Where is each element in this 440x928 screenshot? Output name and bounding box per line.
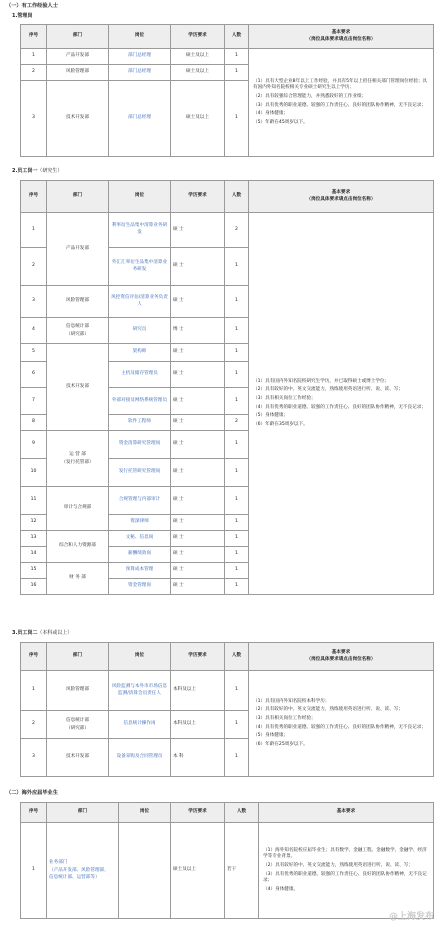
row-dept: 风险管理部 bbox=[47, 65, 109, 81]
row-edu: 硕 士 bbox=[171, 459, 225, 487]
requirements-cell bbox=[259, 823, 434, 919]
post-link[interactable]: 主机及储存管理员 bbox=[109, 362, 171, 388]
row-edu: 博 士 bbox=[171, 318, 225, 344]
row-count: 2 bbox=[225, 415, 249, 431]
row-count: 1 bbox=[225, 547, 249, 563]
row-no: 15 bbox=[21, 563, 47, 579]
req-line: （4）身体健康。 bbox=[263, 886, 299, 892]
row-edu: 硕 士 bbox=[171, 579, 225, 595]
req-line: （2）具有较好的中、英文交流能力，熟练使用英语进行听、说、读、写； bbox=[263, 862, 413, 868]
table-header bbox=[21, 25, 434, 49]
row-no: 10 bbox=[21, 459, 47, 487]
row-count: 1 bbox=[225, 431, 249, 459]
row-dept bbox=[47, 431, 109, 487]
col-header-edu: 学历要求 bbox=[171, 181, 225, 213]
row-no: 4 bbox=[21, 318, 47, 344]
table-row bbox=[21, 213, 434, 248]
row-edu: 硕士及以上 bbox=[171, 823, 225, 919]
req-line: （1）海外知名院校应届毕业生；具有数学、金融工程、金融数学、金融学、经济学等专业背景。 bbox=[263, 847, 427, 860]
col-header-dept: 部门 bbox=[47, 25, 109, 49]
post-link[interactable]: 资金清算研究管理岗 bbox=[109, 431, 171, 459]
post-link[interactable]: 合规管理与内部审计 bbox=[109, 487, 171, 515]
col-header-req bbox=[249, 643, 434, 671]
post-link[interactable]: 外汇汇率衍生品集中清算业务研发 bbox=[109, 248, 171, 286]
post-link[interactable]: 预算成本管理 bbox=[109, 563, 171, 579]
section1-title: （一）有工作经验人士 bbox=[6, 3, 58, 9]
row-dept: 产品开发部 bbox=[47, 49, 109, 65]
row-count: 1 bbox=[225, 344, 249, 362]
post-link[interactable]: 薪酬绩效岗 bbox=[109, 547, 171, 563]
col-header-dept: 部门 bbox=[47, 803, 119, 823]
row-no: 2 bbox=[21, 711, 47, 739]
req-header-note: （岗位具体要求请点击岗位名称） bbox=[306, 36, 376, 42]
sub3-title-text: 3.员工岗二 bbox=[12, 630, 38, 636]
req-line: （5）身体健康； bbox=[253, 733, 289, 739]
row-edu: 硕 士 bbox=[171, 563, 225, 579]
row-dept: 技术开发部 bbox=[47, 344, 109, 431]
col-header-no: 序号 bbox=[21, 181, 47, 213]
col-header-req: 基本要求 bbox=[259, 803, 434, 823]
row-no: 14 bbox=[21, 547, 47, 563]
row-count: 1 bbox=[225, 362, 249, 388]
req-header-note: （岗位具体要求请点击岗位名称） bbox=[306, 196, 376, 202]
post-link[interactable]: 部门总经理 bbox=[109, 81, 171, 157]
post-link[interactable]: 信息统计操作岗 bbox=[109, 711, 171, 739]
post-link[interactable]: 部门总经理 bbox=[109, 65, 171, 81]
table-header bbox=[21, 643, 434, 671]
row-no: 8 bbox=[21, 415, 47, 431]
table-row bbox=[21, 671, 434, 711]
row-count: 1 bbox=[225, 563, 249, 579]
row-no: 2 bbox=[21, 65, 47, 81]
sub1-title: 1.管理岗 bbox=[12, 13, 33, 19]
row-dept bbox=[47, 711, 109, 739]
dept-line: 信息统计部 bbox=[66, 718, 89, 724]
col-header-count: 人数 bbox=[225, 181, 249, 213]
row-no: 13 bbox=[21, 531, 47, 547]
req-line: （6）年龄在25周岁以下。 bbox=[253, 741, 308, 747]
col-header-no: 序号 bbox=[21, 25, 47, 49]
col-header-post: 岗位 bbox=[119, 803, 171, 823]
col-header-no: 序号 bbox=[21, 803, 47, 823]
row-count: 1 bbox=[225, 487, 249, 515]
row-dept: 综合和人力资源部 bbox=[47, 531, 109, 563]
req-line: （1）具有大型企业8年以上工作经验，并具有5年以上担任相关部门管理岗位经验；具有国内外知名院校相关专业硕士研究生以上学历； bbox=[253, 78, 428, 91]
post-link[interactable]: 资金管理岗 bbox=[109, 579, 171, 595]
row-edu: 硕士及以上 bbox=[171, 65, 225, 81]
sub3-title bbox=[12, 630, 72, 637]
row-edu: 硕士及以上 bbox=[171, 49, 225, 65]
row-count: 1 bbox=[225, 671, 249, 711]
row-edu: 硕 士 bbox=[171, 286, 225, 318]
post-link[interactable]: 软件工程师 bbox=[109, 415, 171, 431]
row-dept bbox=[47, 318, 109, 344]
row-no: 2 bbox=[21, 248, 47, 286]
row-dept: 技术开发部 bbox=[47, 739, 109, 777]
graduate-table bbox=[20, 802, 434, 919]
req-line: （3）具有相关岗位工作经验； bbox=[253, 395, 316, 401]
req-line: （4）具有优秀的职业道德、较强的工作责任心、良好的团队协作精神，无不良记录； bbox=[253, 724, 426, 730]
row-dept: 风险管理部 bbox=[47, 671, 109, 711]
row-count: 1 bbox=[225, 515, 249, 531]
req-line: （5）年龄在45周岁以下。 bbox=[253, 119, 308, 125]
req-line: （6）年龄在35周岁以下。 bbox=[253, 421, 308, 427]
row-edu: 硕 士 bbox=[171, 248, 225, 286]
row-no: 5 bbox=[21, 344, 47, 362]
post-link[interactable]: 风控资信评估/清算业务负责人 bbox=[109, 286, 171, 318]
post-link[interactable]: 风险监测与本外币市场信息监测/清算会员责任人 bbox=[109, 671, 171, 711]
row-dept: 审计与合规部 bbox=[47, 487, 109, 531]
post-link[interactable]: 发行托管研究管理岗 bbox=[109, 459, 171, 487]
post-link[interactable]: 外部对接及网络系统管理员 bbox=[109, 388, 171, 415]
row-no: 1 bbox=[21, 49, 47, 65]
watermark: @上海发布 bbox=[388, 911, 434, 922]
col-header-post: 岗位 bbox=[109, 643, 171, 671]
row-no: 16 bbox=[21, 579, 47, 595]
requirements-cell bbox=[249, 49, 434, 157]
row-count: 1 bbox=[225, 81, 249, 157]
row-post bbox=[119, 823, 171, 919]
col-header-post: 岗位 bbox=[109, 25, 171, 49]
row-dept: 产品开发部 bbox=[47, 213, 109, 286]
management-table bbox=[20, 24, 434, 157]
req-line: （1）具有国内外知名院校本科学历； bbox=[253, 698, 330, 704]
row-no: 3 bbox=[21, 81, 47, 157]
col-header-post: 岗位 bbox=[109, 181, 171, 213]
row-edu: 本科及以上 bbox=[171, 711, 225, 739]
col-header-dept: 部门 bbox=[47, 643, 109, 671]
row-edu: 硕 士 bbox=[171, 431, 225, 459]
col-header-count: 人数 bbox=[225, 803, 259, 823]
row-count: 1 bbox=[225, 711, 249, 739]
row-edu: 硕 士 bbox=[171, 344, 225, 362]
sub3-title-note: （本科或以上） bbox=[37, 630, 73, 636]
row-count: 1 bbox=[225, 49, 249, 65]
row-edu: 本科及以上 bbox=[171, 671, 225, 711]
row-no: 7 bbox=[21, 388, 47, 415]
req-line: （4）身体健康； bbox=[253, 111, 289, 117]
table-row bbox=[21, 823, 434, 919]
row-no: 1 bbox=[21, 671, 47, 711]
staff1-table bbox=[20, 180, 434, 595]
dept-line: 运 营 部 bbox=[69, 452, 86, 458]
row-count: 1 bbox=[225, 579, 249, 595]
row-edu: 硕 士 bbox=[171, 515, 225, 531]
dept-line: （研究部） bbox=[66, 725, 89, 731]
row-no: 1 bbox=[21, 213, 47, 248]
row-no: 1 bbox=[21, 823, 47, 919]
col-header-edu: 学历要求 bbox=[171, 25, 225, 49]
req-header-label: 基本要求 bbox=[331, 649, 351, 655]
req-line: （3）具有优秀的职业道德、较强的工作责任心、良好的团队协作精神，无不良记录； bbox=[253, 102, 426, 108]
row-no: 11 bbox=[21, 487, 47, 515]
req-line: （2）具有较好的中、英文交流能力，熟练使用英语进行听、说、读、写； bbox=[253, 707, 403, 713]
row-no: 12 bbox=[21, 515, 47, 531]
req-header-label: 基本要求 bbox=[331, 189, 351, 195]
post-link[interactable]: 部门总经理 bbox=[109, 49, 171, 65]
row-count: 1 bbox=[225, 531, 249, 547]
req-line: （1）具有国内外知名院校研究生学历，并已取得硕士或博士学位； bbox=[253, 378, 390, 384]
row-edu: 硕 士 bbox=[171, 487, 225, 515]
row-edu: 本 科 bbox=[171, 739, 225, 777]
req-line: （4）具有优秀的职业道德、较强的工作责任心、良好的团队协作精神，无不良记录； bbox=[253, 404, 426, 410]
req-line: （3）具有相关岗位工作经验； bbox=[253, 715, 316, 721]
req-line: （3）具有优秀的职业道德、较强的工作责任心、良好的团队协作精神，无不良记录； bbox=[263, 871, 427, 884]
row-edu: 硕 士 bbox=[171, 388, 225, 415]
table-header bbox=[21, 181, 434, 213]
row-edu: 硕 士 bbox=[171, 547, 225, 563]
dept-line[interactable]: （产品开发部、风险管理部、 bbox=[49, 867, 109, 873]
col-header-req bbox=[249, 25, 434, 49]
row-edu: 硕 士 bbox=[171, 531, 225, 547]
col-header-dept: 部门 bbox=[47, 181, 109, 213]
dept-line[interactable]: 业务部门 bbox=[49, 860, 68, 866]
dept-line: 信息统计部 bbox=[66, 324, 89, 330]
row-count: 1 bbox=[225, 248, 249, 286]
row-no: 3 bbox=[21, 739, 47, 777]
post-link[interactable]: 利率衍生品集中清算业务研发 bbox=[109, 213, 171, 248]
row-dept: 风险管理部 bbox=[47, 286, 109, 318]
row-dept: 财 务 部 bbox=[47, 563, 109, 595]
req-line: （2）具有较强综合管理能力，并熟悉较好的工作业绩； bbox=[253, 93, 367, 99]
post-link[interactable]: 资深律师 bbox=[109, 515, 171, 531]
row-count: 1 bbox=[225, 318, 249, 344]
table-row bbox=[21, 49, 434, 65]
row-no: 9 bbox=[21, 431, 47, 459]
row-count: 1 bbox=[225, 388, 249, 415]
dept-line: （研究部） bbox=[66, 331, 89, 337]
col-header-edu: 学历要求 bbox=[171, 803, 225, 823]
row-count: 1 bbox=[225, 65, 249, 81]
row-count: 2 bbox=[225, 213, 249, 248]
dept-line[interactable]: 信息统计部、运营部等） bbox=[49, 875, 100, 881]
sub2-title bbox=[12, 168, 62, 175]
row-count: 1 bbox=[225, 459, 249, 487]
post-link[interactable]: 文秘、信息岗 bbox=[109, 531, 171, 547]
row-no: 3 bbox=[21, 286, 47, 318]
row-edu: 硕 士 bbox=[171, 415, 225, 431]
col-header-req bbox=[249, 181, 434, 213]
col-header-edu: 学历要求 bbox=[171, 643, 225, 671]
row-edu: 硕 士 bbox=[171, 362, 225, 388]
row-count: 若干 bbox=[225, 823, 259, 919]
staff2-table bbox=[20, 642, 434, 777]
requirements-cell bbox=[249, 671, 434, 777]
row-count: 1 bbox=[225, 286, 249, 318]
req-line: （2）具有较好的中、英文交流能力，熟练使用英语进行听、说、读、写； bbox=[253, 387, 403, 393]
row-dept[interactable] bbox=[47, 823, 119, 919]
section2-title: （二）海外应届毕业生 bbox=[6, 790, 58, 796]
table-header bbox=[21, 803, 434, 823]
col-header-no: 序号 bbox=[21, 643, 47, 671]
sub2-title-note: （研究生） bbox=[37, 168, 63, 174]
sub2-title-text: 2.员工岗一 bbox=[12, 168, 38, 174]
col-header-count: 人数 bbox=[225, 25, 249, 49]
dept-line: （发行托管部） bbox=[61, 459, 94, 465]
req-header-note: （岗位具体要求请点击岗位名称） bbox=[306, 656, 376, 662]
req-header-label: 基本要求 bbox=[331, 29, 351, 35]
post-link[interactable]: 架构师 bbox=[109, 344, 171, 362]
row-no: 6 bbox=[21, 362, 47, 388]
row-edu: 硕士及以上 bbox=[171, 81, 225, 157]
post-link[interactable]: 研究员 bbox=[109, 318, 171, 344]
row-dept: 技术开发部 bbox=[47, 81, 109, 157]
row-edu: 硕 士 bbox=[171, 213, 225, 248]
requirements-cell bbox=[249, 213, 434, 595]
req-line: （5）身体健康； bbox=[253, 413, 289, 419]
col-header-count: 人数 bbox=[225, 643, 249, 671]
row-count: 1 bbox=[225, 739, 249, 777]
post-link[interactable]: 设备采购及合同管理员 bbox=[109, 739, 171, 777]
